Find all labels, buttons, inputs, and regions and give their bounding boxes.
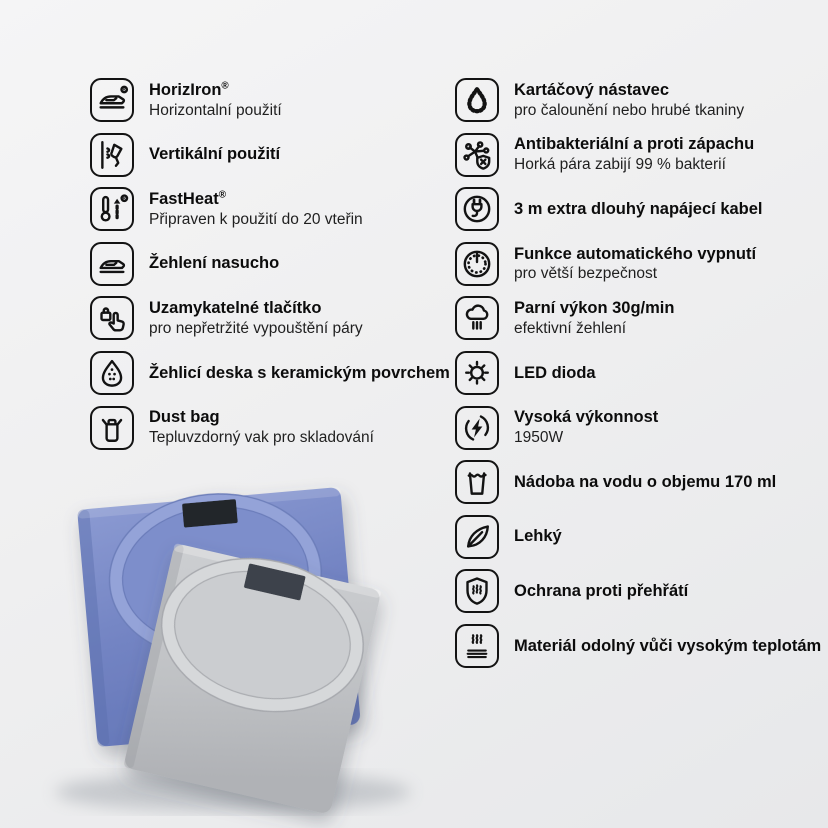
feature-title: Lehký xyxy=(514,527,562,546)
dry-iron-icon xyxy=(90,242,134,286)
feature-item xyxy=(455,78,827,122)
iron-horizontal-icon xyxy=(90,78,134,122)
feature-item xyxy=(455,515,827,559)
steam-vertical-icon xyxy=(90,133,134,177)
fast-heat-icon xyxy=(90,187,134,231)
lock-button-icon xyxy=(90,296,134,340)
features-column-right xyxy=(455,78,827,679)
features-column-left xyxy=(90,78,450,460)
auto-off-icon xyxy=(455,242,499,286)
feature-item xyxy=(455,460,827,504)
feature-subtitle: Horká pára zabijí 99 % bakterií xyxy=(514,156,726,174)
water-tank-icon xyxy=(455,460,499,504)
feature-item xyxy=(455,624,827,668)
antibacterial-icon xyxy=(455,133,499,177)
feature-item xyxy=(455,569,827,613)
feature-title: LED dioda xyxy=(514,363,596,382)
feature-title: Vysoká výkonnost xyxy=(514,408,659,427)
ceramic-soleplate-icon xyxy=(90,351,134,395)
feature-item xyxy=(455,351,827,395)
feature-item xyxy=(455,242,827,286)
tshirts-photo xyxy=(28,466,438,828)
feature-title: HorizIron® xyxy=(149,80,229,99)
feature-title: Materiál odolný vůči vysokým teplotám xyxy=(514,636,822,655)
steam-output-icon xyxy=(455,296,499,340)
shirt-neck-label xyxy=(182,499,238,528)
power-cable-icon xyxy=(455,187,499,231)
feature-subtitle: efektivní žehlení xyxy=(514,320,627,337)
dust-bag-icon xyxy=(90,406,134,450)
feature-item xyxy=(455,406,827,450)
feature-title: Parní výkon 30g/min xyxy=(514,299,675,318)
brush-attachment-icon xyxy=(455,78,499,122)
svg-text:R: R xyxy=(122,87,126,93)
feature-title: Vertikální použití xyxy=(149,145,281,164)
lightweight-icon xyxy=(455,515,499,559)
feature-title: Antibakteriální a proti zápachu xyxy=(514,135,755,154)
feature-item xyxy=(455,187,827,231)
feature-item xyxy=(455,133,827,177)
feature-item xyxy=(90,133,450,177)
feature-subtitle: pro nepřetržité vypouštění páry xyxy=(149,320,363,337)
feature-subtitle: Horizontalní použití xyxy=(149,101,282,119)
feature-subtitle: Tepluvzdorný vak pro skladování xyxy=(149,429,374,447)
feature-item xyxy=(455,296,827,340)
feature-item xyxy=(90,242,450,286)
feature-subtitle: Připraven k použití do 20 vteřin xyxy=(149,210,363,228)
feature-title: FastHeat® xyxy=(149,189,226,209)
feature-subtitle: pro větší bezpečnost xyxy=(514,265,658,283)
svg-text:R: R xyxy=(122,195,126,201)
feature-title: Dust bag xyxy=(149,408,220,427)
feature-title: Uzamykatelné tlačítko xyxy=(149,299,322,318)
feature-title: Ochrana proti přehřátí xyxy=(514,581,689,600)
led-icon xyxy=(455,351,499,395)
high-power-icon xyxy=(455,406,499,450)
feature-item xyxy=(90,187,450,231)
feature-title: Nádoba na vodu o objemu 170 ml xyxy=(514,472,777,491)
overheat-protection-icon xyxy=(455,569,499,613)
feature-subtitle: pro čalounění nebo hrubé tkaniny xyxy=(514,101,745,119)
feature-title: Kartáčový nástavec xyxy=(514,80,670,99)
feature-item xyxy=(90,351,450,395)
feature-title: Žehlicí deska s keramickým povrchem xyxy=(149,363,450,382)
feature-title: Žehlení nasucho xyxy=(149,254,280,273)
feature-item xyxy=(90,296,450,340)
feature-item xyxy=(90,78,450,122)
feature-title: 3 m extra dlouhý napájecí kabel xyxy=(514,199,763,218)
heat-resistant-icon xyxy=(455,624,499,668)
feature-item xyxy=(90,406,450,450)
feature-title: Funkce automatického vypnutí xyxy=(514,244,757,263)
feature-subtitle: 1950W xyxy=(514,429,564,447)
